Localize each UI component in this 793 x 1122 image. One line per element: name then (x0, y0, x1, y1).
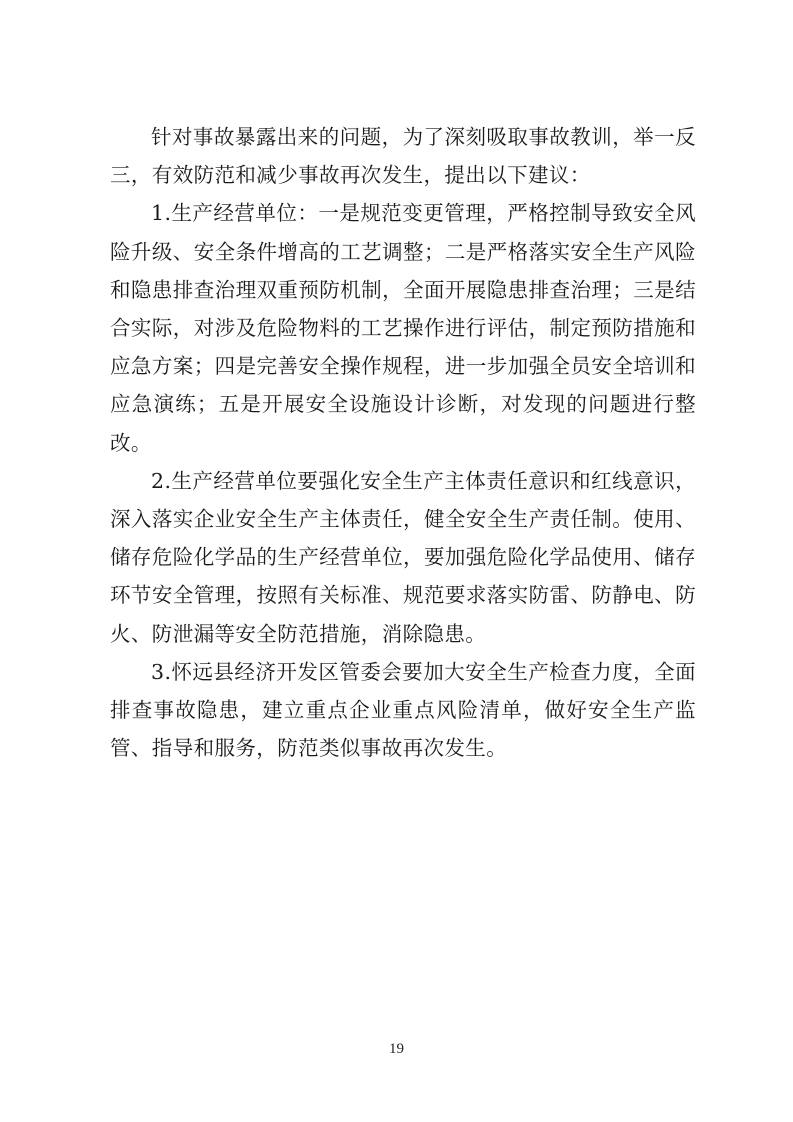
recommendation-1-paragraph: 1.生产经营单位：一是规范变更管理，严格控制导致安全风险升级、安全条件增高的工艺调整；二是严格落实安全生产风险和隐患排查治理双重预防机制，全面开展隐患排查治理；三是结合实际，对涉及危险物料的工艺操作进行评估，制定预防措施和应急方案；四是完善安全操作规程，进一步加强全员安全培训和应急演练；五是开展安全设施设计诊断，对发现的问题进行整改。 (110, 201, 696, 455)
page-number: 19 (389, 1041, 404, 1057)
intro-paragraph: 针对事故暴露出来的问题，为了深刻吸取事故教训，举一反三，有效防范和减少事故再次发生，提出以下建议： (110, 125, 696, 188)
document-body (110, 118, 696, 767)
recommendation-2-paragraph: 2.生产经营单位要强化安全生产主体责任意识和红线意识，深入落实企业安全生产主体责任，健全安全生产责任制。使用、储存危险化学品的生产经营单位，要加强危险化学品使用、储存环节安全管理，按照有关标准、规范要求落实防雷、防静电、防火、防泄漏等安全防范措施，消除隐患。 (110, 468, 696, 646)
recommendation-3-paragraph: 3.怀远县经济开发区管委会要加大安全生产检查力度，全面排查事故隐患，建立重点企业重点风险清单，做好安全生产监管、指导和服务，防范类似事故再次发生。 (110, 659, 696, 761)
